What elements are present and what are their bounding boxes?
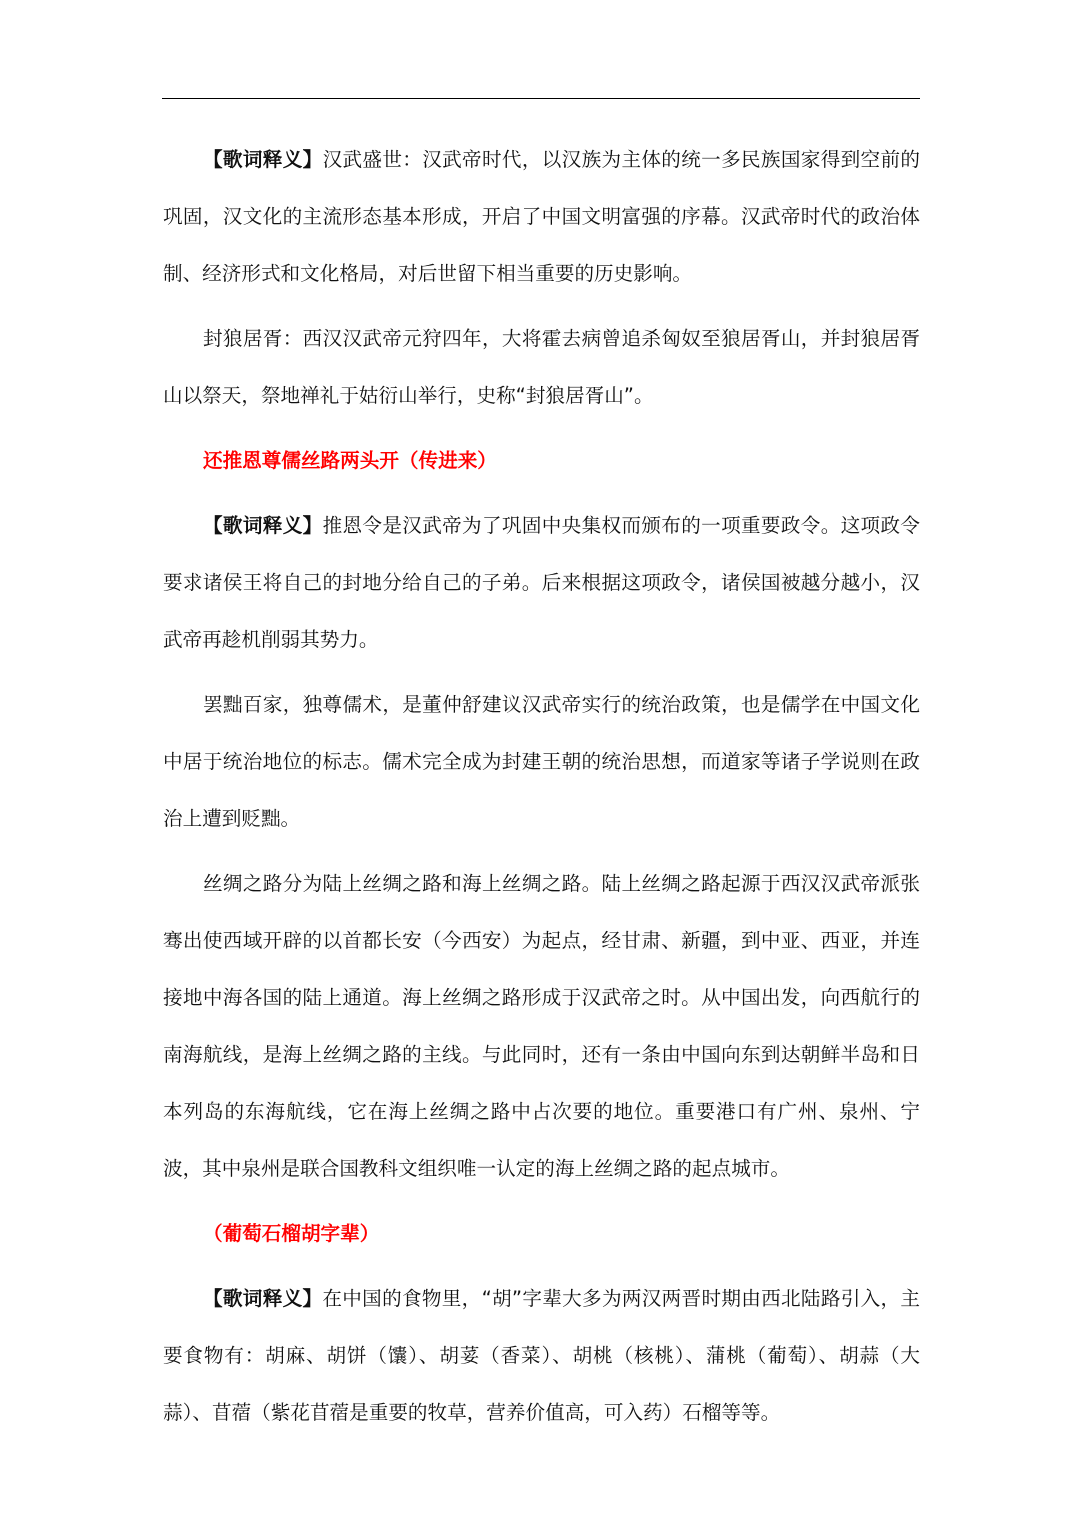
heading-text: （葡萄石榴胡字辈） [203, 1222, 380, 1245]
document-body [163, 131, 920, 1449]
paragraph-text: 罢黜百家，独尊儒术，是董仲舒建议汉武帝实行的统治政策，也是儒学在中国文化中居于统治地位的标志。儒术完全成为封建王朝的统治思想，而道家等诸子学说则在政治上遭到贬黜。 [163, 693, 920, 830]
lyric-explanation-label: 【歌词释义】 [203, 1287, 323, 1310]
paragraph-text: 丝绸之路分为陆上丝绸之路和海上丝绸之路。陆上丝绸之路起源于西汉汉武帝派张骞出使西域开辟的以首都长安（今西安）为起点，经甘肃、新疆，到中亚、西亚，并连接地中海各国的陆上通道。海上丝绸之路形成于汉武帝之时。从中国出发，向西航行的南海航线，是海上丝绸之路的主线。与此同时，还有一条由中国向东到达朝鲜半岛和日本列岛的东海航线，它在海上丝绸之路中占次要的地位。重要港口有广州、泉州、宁波，其中泉州是联合国教科文组织唯一认定的海上丝绸之路的起点城市。 [163, 872, 920, 1180]
paragraph-silk-road [163, 855, 920, 1197]
lyric-heading [163, 432, 920, 489]
header-rule [162, 98, 920, 99]
paragraph-han-prosperity [163, 131, 920, 302]
paragraph-text: 汉武盛世：汉武帝时代，以汉族为主体的统一多民族国家得到空前的巩固，汉文化的主流形态基本形成，开启了中国文明富强的序幕。汉武帝时代的政治体制、经济形式和文化格局，对后世留下相当重要的历史影响。 [163, 148, 921, 285]
paragraph-confucianism [163, 676, 920, 847]
heading-text: 还推恩尊儒丝路两头开（传进来） [203, 449, 497, 472]
lyric-explanation-label: 【歌词释义】 [203, 148, 323, 171]
paragraph-fenglangjuxu [163, 310, 920, 424]
lyric-explanation-label: 【歌词释义】 [203, 514, 323, 537]
paragraph-hu-foods [163, 1270, 920, 1441]
paragraph-tuienling [163, 497, 920, 668]
paragraph-text: 推恩令是汉武帝为了巩固中央集权而颁布的一项重要政令。这项政令要求诸侯王将自己的封地分给自己的子弟。后来根据这项政令，诸侯国被越分越小，汉武帝再趁机削弱其势力。 [163, 514, 921, 651]
paragraph-text: 封狼居胥：西汉汉武帝元狩四年，大将霍去病曾追杀匈奴至狼居胥山，并封狼居胥山以祭天，祭地禅礼于姑衍山举行，史称“封狼居胥山”。 [163, 327, 920, 407]
lyric-heading [163, 1205, 920, 1262]
paragraph-text: 在中国的食物里，“胡”字辈大多为两汉两晋时期由西北陆路引入，主要食物有：胡麻、胡饼（馕）、胡荽（香菜）、胡桃（核桃）、蒲桃（葡萄）、胡蒜（大蒜）、苜蓿（紫花苜蓿是重要的牧草，营养价值高，可入药）石榴等等。 [163, 1287, 920, 1424]
